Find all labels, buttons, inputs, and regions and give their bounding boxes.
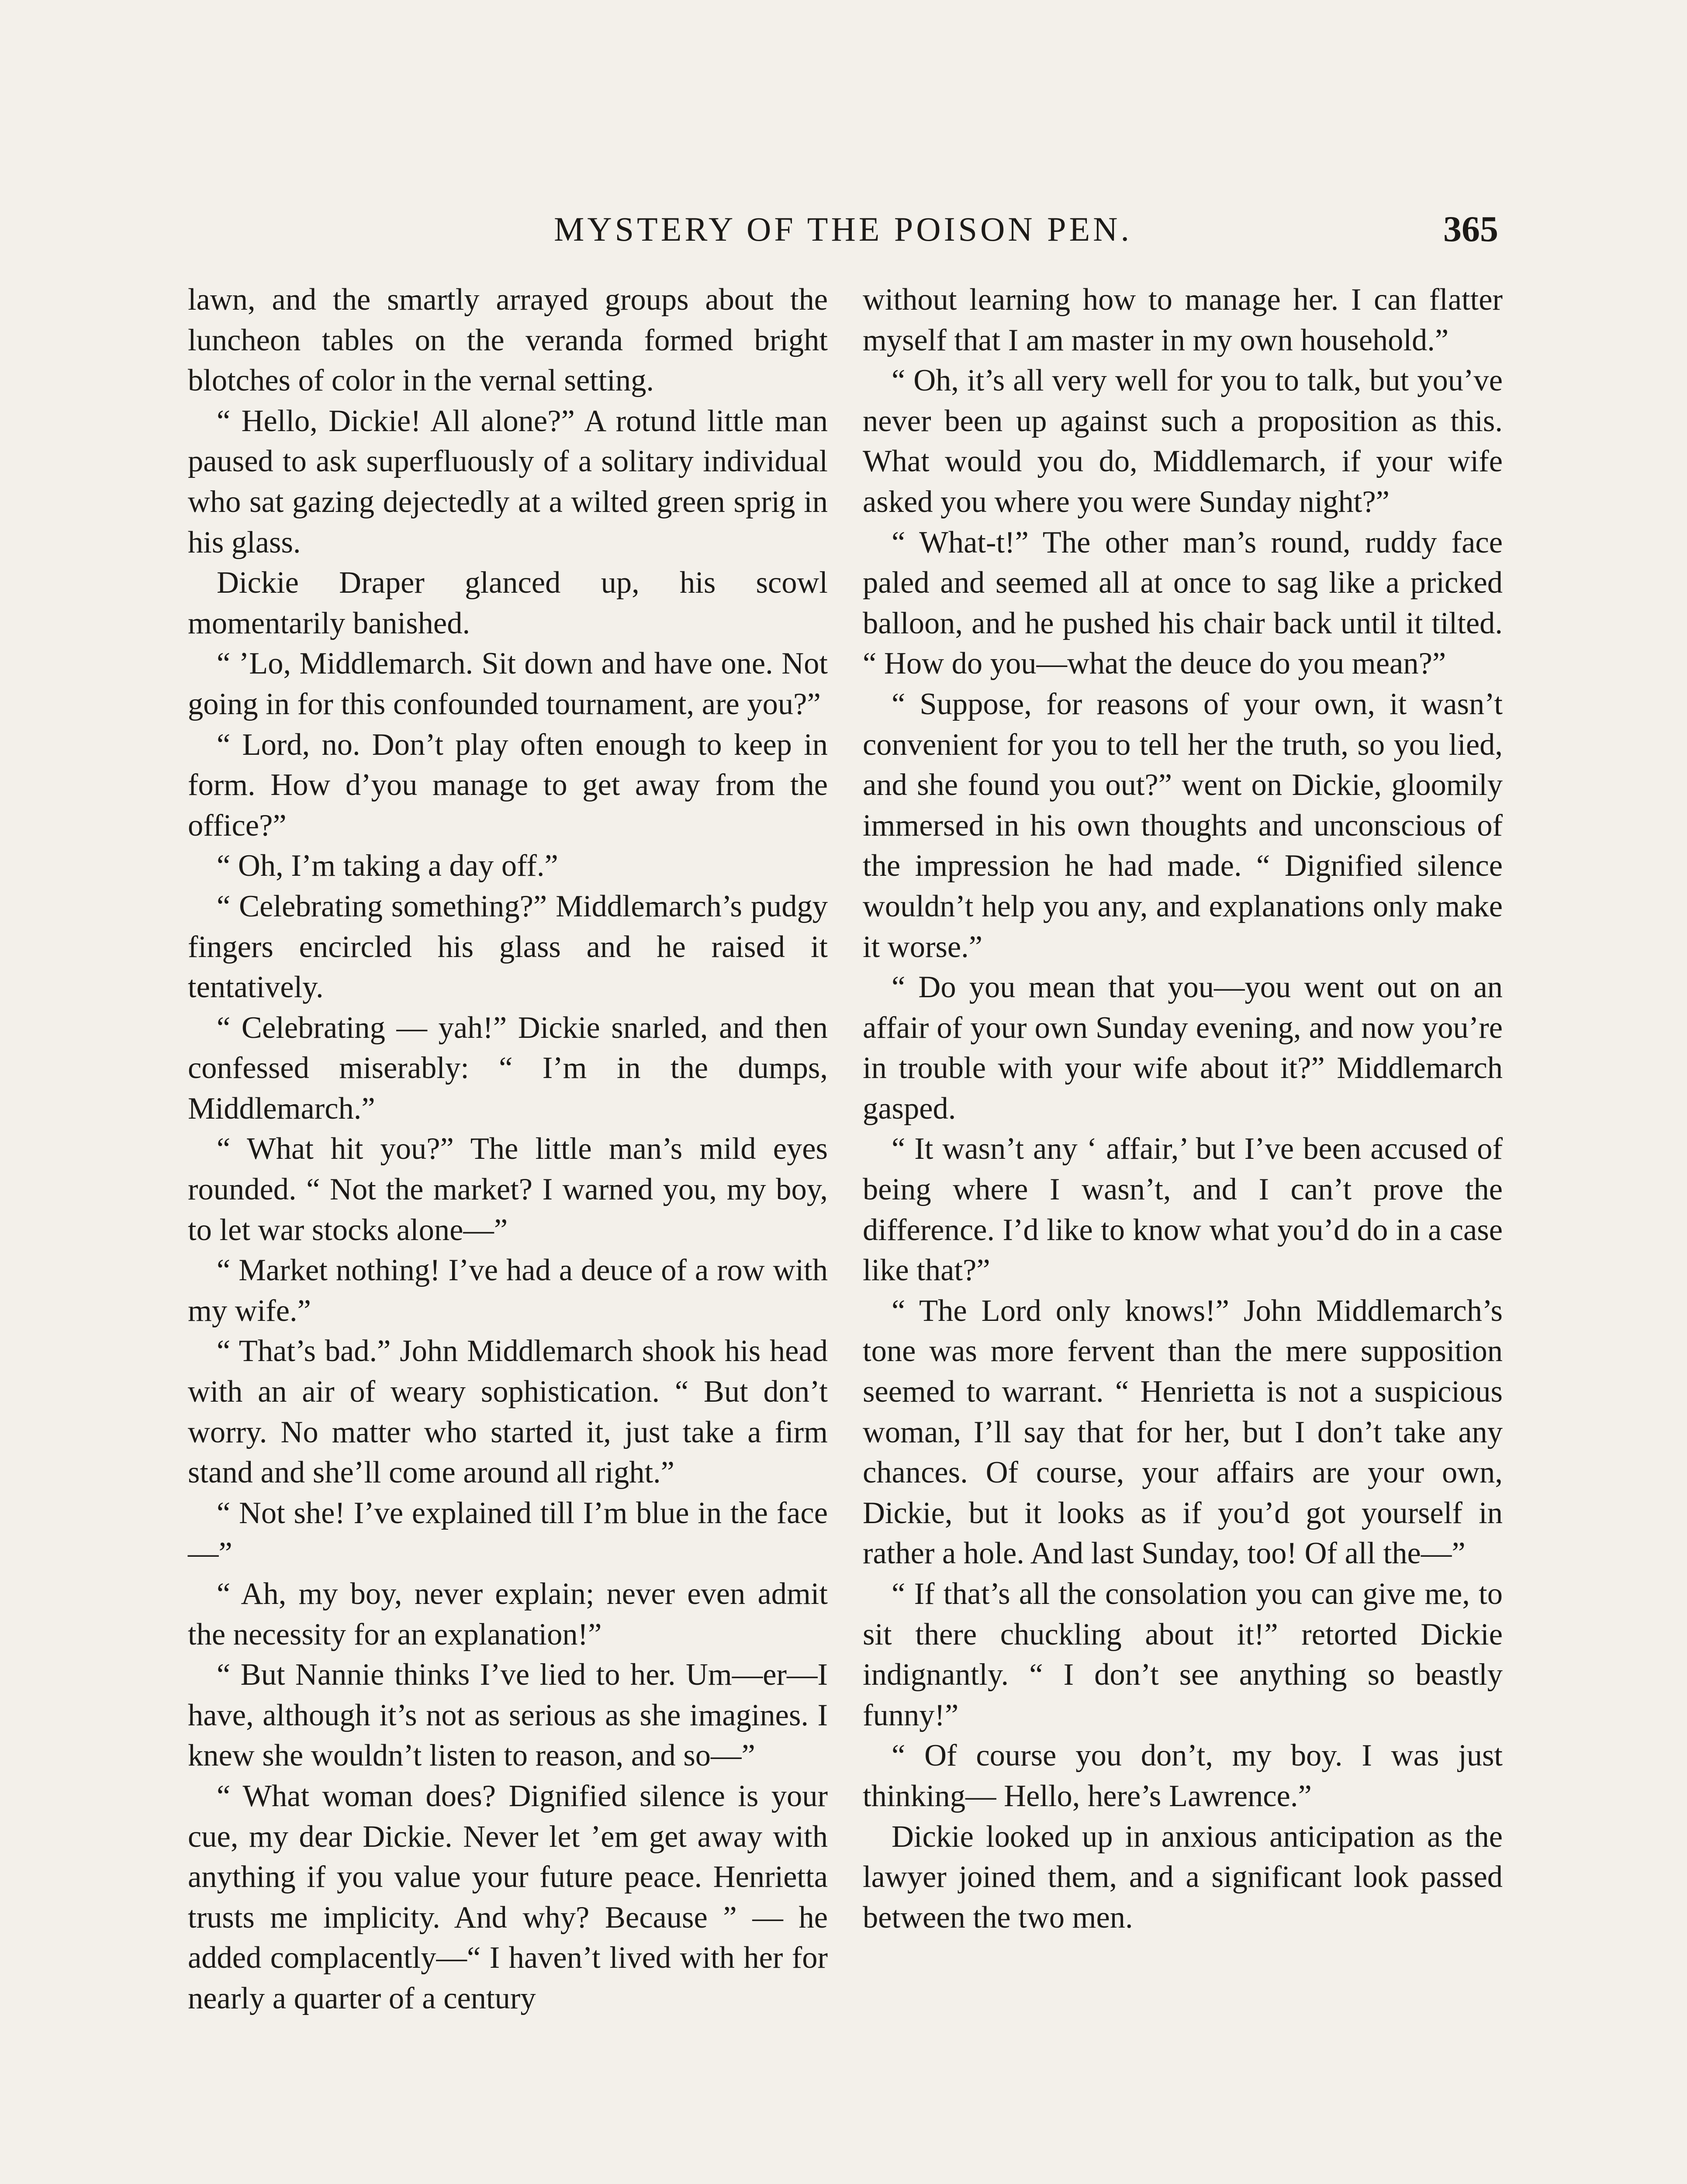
paragraph: “ What hit you?” The little man’s mild eyes rounded. “ Not the market? I warned you, my boy, to let war stocks alone—”	[188, 1132, 828, 1247]
paragraph: “ Oh, I’m taking a day off.”	[217, 849, 558, 883]
paragraph: “ Of course you don’t, my boy. I was just thinking— Hello, here’s Lawrence.”	[863, 1738, 1503, 1813]
page-number: 365	[1443, 209, 1498, 249]
paragraph: “ That’s bad.” John Middlemarch shook his head with an air of weary sophistication. “ But don’t worry. No matter who started it, just take a firm stand and she’ll come around all right.”	[188, 1334, 828, 1490]
paragraph: “ The Lord only knows!” John Middlemarch’s tone was more fervent than the mere supposition seemed to warrant. “ Henrietta is not a suspicious woman, I’ll say that for her, but I don’t take any chances. Of course, your affairs are your own, Dickie, but it looks as if you’d got yourself in rather a hole. And last Sunday, too! Of all the—”	[863, 1293, 1503, 1571]
paragraph: “ What woman does? Dignified silence is your cue, my dear Dickie. Never let ’em get away with anything if you value your future peace. Henrietta trusts me implicity. And why? Because ” — he added complacently—“ I haven’t lived with her for nearly a quarter of a century	[188, 1779, 828, 2015]
paragraph: “ Suppose, for reasons of your own, it wasn’t convenient for you to tell her the truth, so you lied, and she found you out?” went on Dickie, gloomily immersed in his own thoughts and unconscious of the impression he had made. “ Dignified silence wouldn’t help you any, and explanations only make it worse.”	[863, 687, 1503, 964]
left-text-column	[188, 280, 828, 2019]
paragraph: “ Celebrating something?” Middlemarch’s pudgy fingers encircled his glass and he raised it tentatively.	[188, 889, 828, 1005]
paragraph: “ Ah, my boy, never explain; never even admit the necessity for an explanation!”	[188, 1577, 828, 1652]
paragraph: “ Do you mean that you—you went out on an affair of your own Sunday evening, and now you’re in trouble with your wife about it?” Middlemarch gasped.	[863, 970, 1503, 1126]
paragraph: Dickie looked up in anxious anticipation as the lawyer joined them, and a significant look passed between the two men.	[863, 1819, 1503, 1935]
paragraph: Dickie Draper glanced up, his scowl momentarily banished.	[188, 566, 828, 640]
paragraph: “ ’Lo, Middlemarch. Sit down and have one. Not going in for this confounded tournament, are you?”	[188, 646, 828, 721]
running-title: MYSTERY OF THE POISON PEN.	[553, 210, 1132, 248]
paragraph: without learning how to manage her. I can flatter myself that I am master in my own household.”	[863, 283, 1503, 357]
paragraph: “ If that’s all the consolation you can give me, to sit there chuckling about it!” retorted Dickie indignantly. “ I don’t see anything so beastly funny!”	[863, 1577, 1503, 1732]
right-text-column	[863, 280, 1503, 1938]
paragraph: “ Lord, no. Don’t play often enough to keep in form. How d’you manage to get away from the office?”	[188, 727, 828, 843]
paragraph: lawn, and the smartly arrayed groups about the luncheon tables on the veranda formed bright blotches of color in the vernal setting.	[188, 283, 828, 398]
paragraph: “ Oh, it’s all very well for you to talk, but you’ve never been up against such a proposition as this. What would you do, Middlemarch, if your wife asked you where you were Sunday night?”	[863, 363, 1503, 519]
paragraph: “ Not she! I’ve explained till I’m blue in the face—”	[188, 1496, 828, 1571]
page-header	[188, 205, 1498, 253]
paragraph: “ Celebrating — yah!” Dickie snarled, and then confessed miserably: “ I’m in the dumps, Middlemarch.”	[188, 1010, 828, 1126]
paragraph: “ Market nothing! I’ve had a deuce of a row with my wife.”	[188, 1253, 828, 1328]
paragraph: “ But Nannie thinks I’ve lied to her. Um—er—I have, although it’s not as serious as she imagines. I knew she wouldn’t listen to reason, and so—”	[188, 1658, 828, 1773]
paragraph: “ What-t!” The other man’s round, ruddy face paled and seemed all at once to sag like a pricked balloon, and he pushed his chair back until it tilted. “ How do you—what the deuce do you mean?”	[863, 525, 1503, 681]
paragraph: “ Hello, Dickie! All alone?” A rotund little man paused to ask superfluously of a solitary individual who sat gazing dejectedly at a wilted green sprig in his glass.	[188, 404, 828, 560]
paragraph: “ It wasn’t any ‘ affair,’ but I’ve been accused of being where I wasn’t, and I can’t prove the difference. I’d like to know what you’d do in a case like that?”	[863, 1132, 1503, 1288]
